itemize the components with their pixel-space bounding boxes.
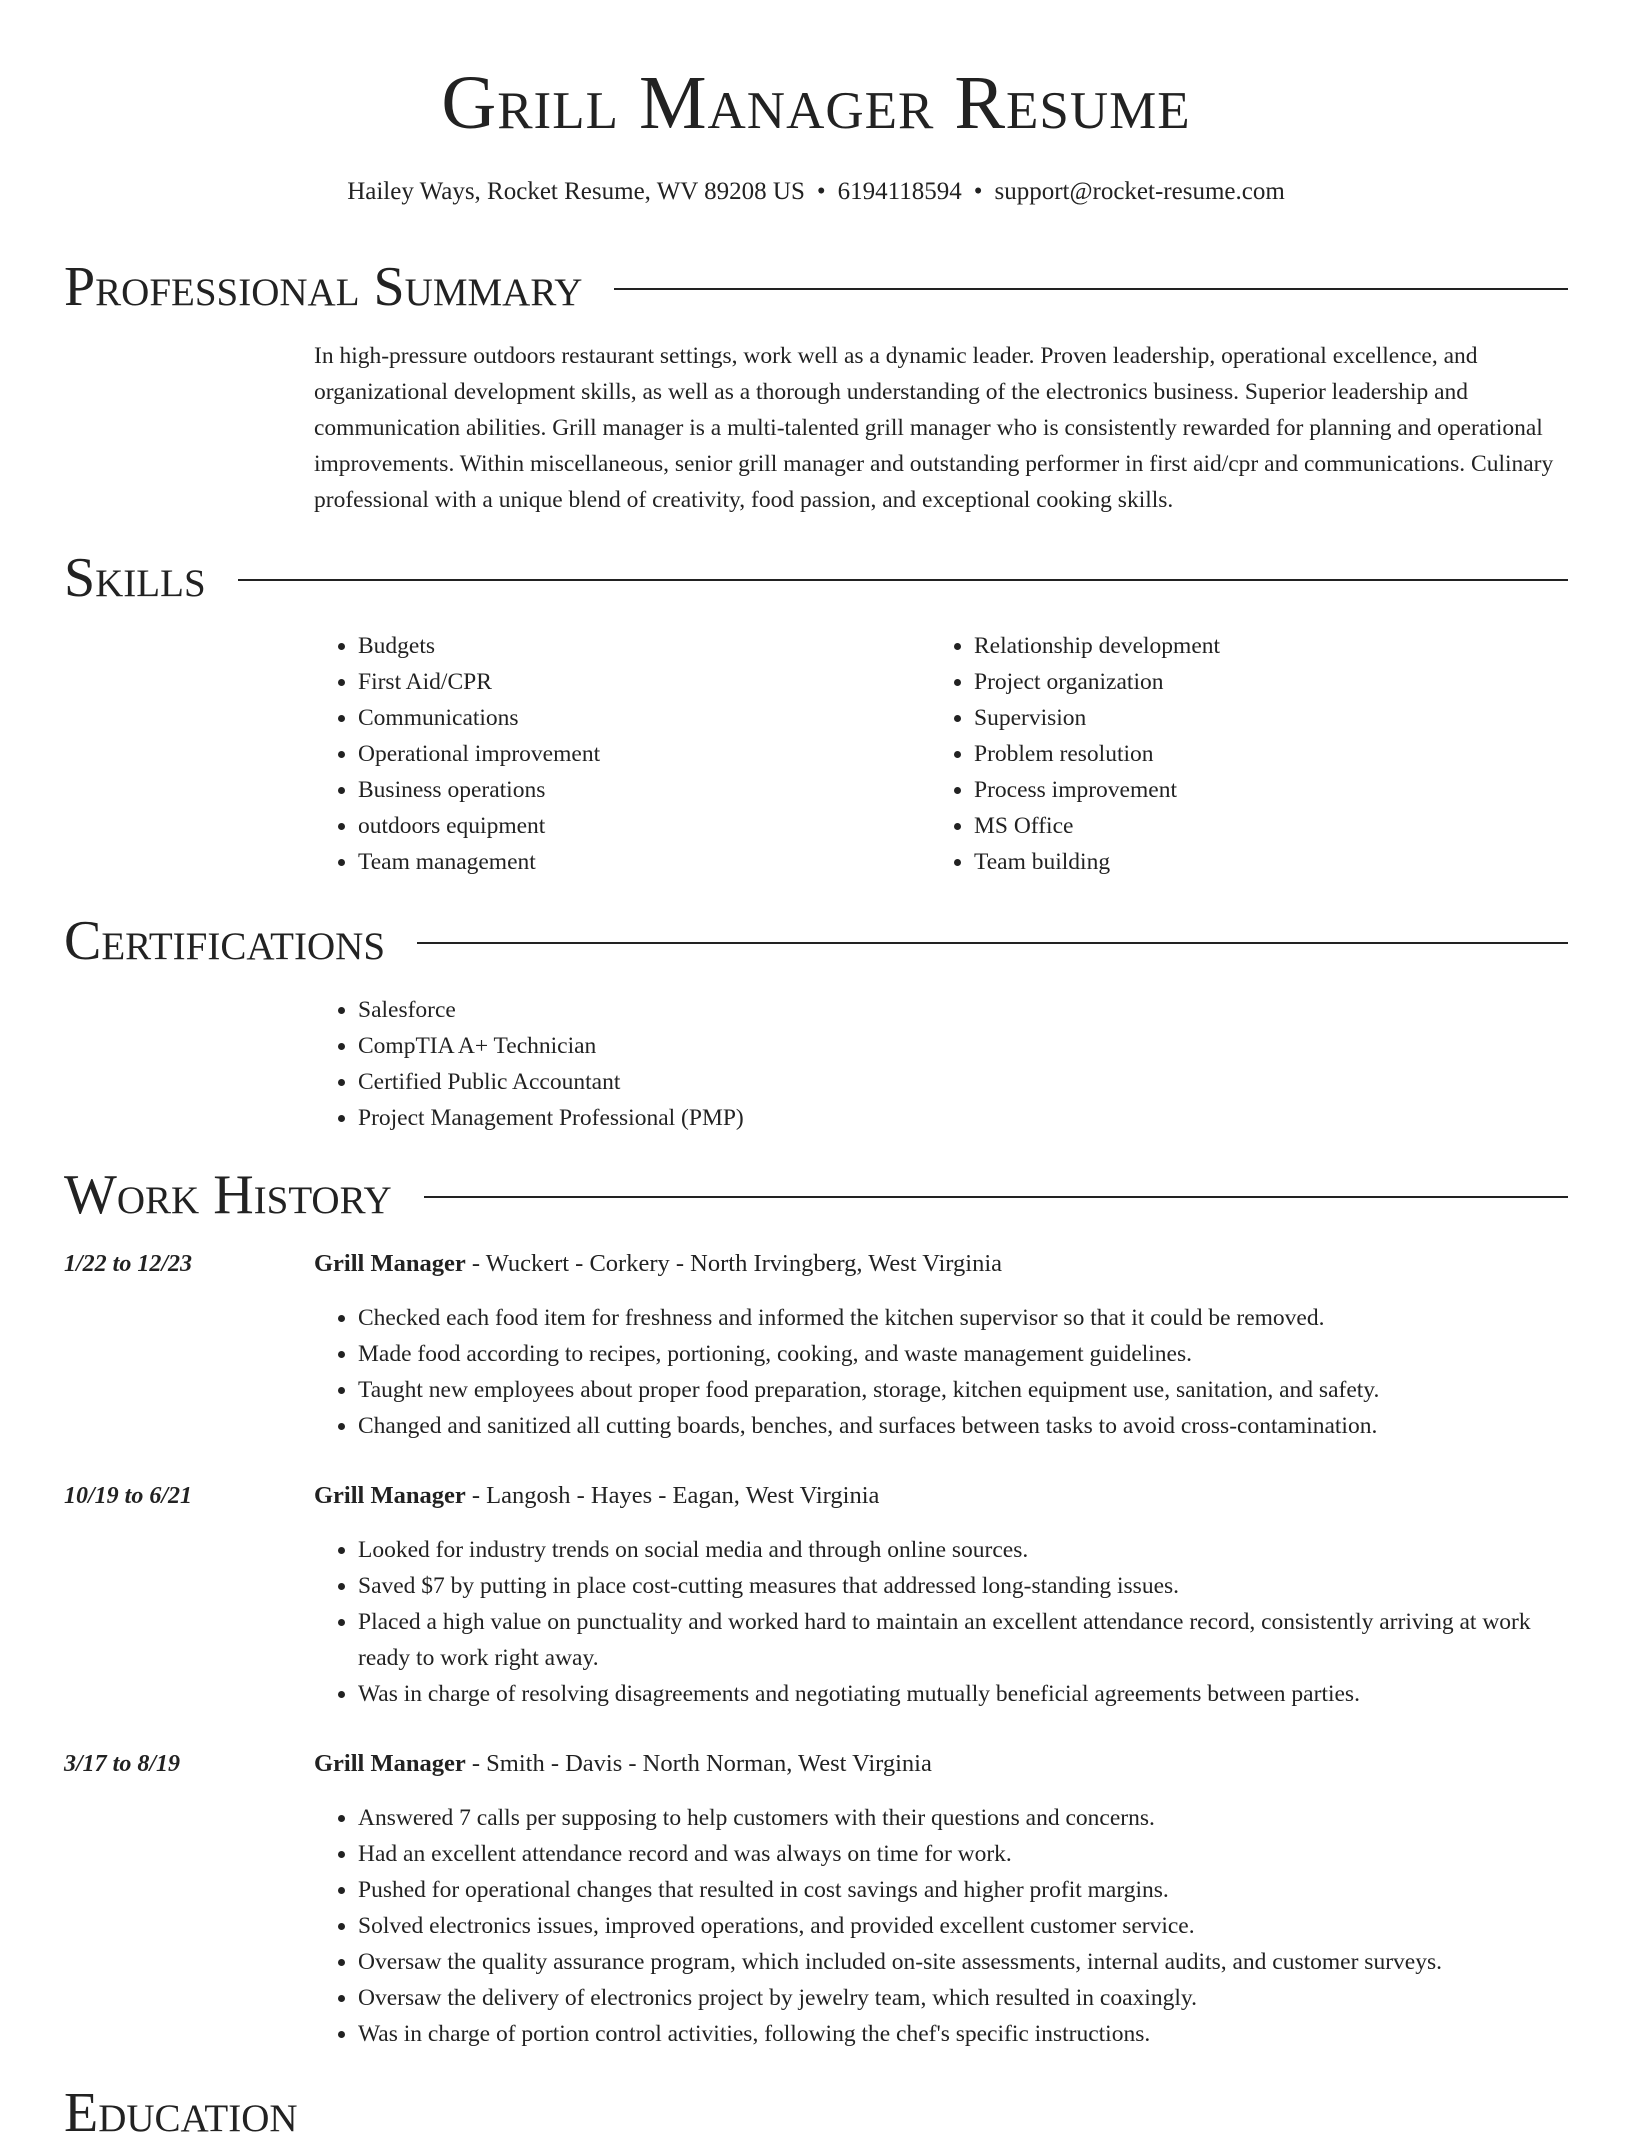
job-role: Grill Manager (314, 1750, 466, 1777)
section-divider (417, 942, 1568, 944)
skill-item: • Relationship development (974, 628, 1570, 664)
job-bullet: • Made food according to recipes, portioning, cooking, and waste management guidelines. (358, 1336, 1570, 1372)
job-employer: - Wuckert - Corkery - North Irvingberg, West Virginia (465, 1250, 1003, 1277)
summary-text: In high-pressure outdoors restaurant settings, work well as a dynamic leader. Proven leadership, operational excellence, and organizational development skills, as well as a thorough understanding of the electronics business. Superior leadership and communication abilities. Grill manager is a multi-talented grill manager who is consistently rewarded for planning and operational improvements. Within miscellaneous, senior grill manager and outstanding performer in first aid/cpr and communications. Culinary professional with a unique blend of creativity, food passion, and exceptional cooking skills. (314, 343, 1554, 513)
skill-item: • MS Office (974, 808, 1570, 844)
job-dates: 10/19 to 6/21 (64, 1483, 193, 1509)
skill-item: • Problem resolution (974, 736, 1570, 772)
skills-heading-text: Skills (64, 547, 206, 609)
skill-item: • Communications (358, 700, 914, 736)
skill-item: • Project organization (974, 664, 1570, 700)
certifications-heading-text: Certifications (64, 910, 386, 972)
section-divider (424, 1196, 1568, 1198)
job-employer: - Smith - Davis - North Norman, West Virginia (465, 1750, 932, 1777)
resume-title: Grill Manager Resume (441, 61, 1191, 145)
skill-item: • Operational improvement (358, 736, 914, 772)
skill-item: • Budgets (358, 628, 914, 664)
job-bullet: • Oversaw the quality assurance program, which included on-site assessments, internal audits, and customer surveys. (358, 1944, 1570, 1980)
work-heading (64, 1162, 1568, 1228)
job-bullet: • Checked each food item for freshness and informed the kitchen supervisor so that it could be removed. (358, 1300, 1570, 1336)
contact-phone: 6194118594 (837, 178, 962, 205)
job-bullet: • Was in charge of portion control activities, following the chef's specific instructions. (358, 2016, 1570, 2052)
job-bullets (314, 1800, 1570, 2052)
job-headline (314, 1478, 1570, 1514)
skill-item: • Team building (974, 844, 1570, 880)
section-divider (238, 579, 1568, 581)
job-bullets (314, 1532, 1570, 1712)
education-heading (64, 2080, 1568, 2146)
job-headline (314, 1746, 1570, 1782)
job-employer: - Langosh - Hayes - Eagan, West Virginia (465, 1482, 880, 1509)
certification-item: • Salesforce (358, 992, 1570, 1028)
skill-item: • First Aid/CPR (358, 664, 914, 700)
education-heading-text: Education (64, 2082, 298, 2144)
work-heading-text: Work History (64, 1164, 392, 1226)
certifications-list (314, 992, 1570, 1136)
job-bullet: • Pushed for operational changes that resulted in cost savings and higher profit margins. (358, 1872, 1570, 1908)
job-bullet: • Looked for industry trends on social media and through online sources. (358, 1532, 1570, 1568)
job-bullet: • Had an excellent attendance record and was always on time for work. (358, 1836, 1570, 1872)
skill-item: • Process improvement (974, 772, 1570, 808)
job-headline (314, 1246, 1570, 1282)
section-divider (614, 288, 1568, 290)
skill-item: • Supervision (974, 700, 1570, 736)
certification-item: • Project Management Professional (PMP) (358, 1100, 1570, 1136)
summary-heading (64, 254, 1568, 320)
job-dates: 3/17 to 8/19 (64, 1751, 181, 1777)
job-bullet: • Changed and sanitized all cutting boards, benches, and surfaces between tasks to avoid cross-contamination. (358, 1408, 1570, 1444)
skills-column-right (930, 628, 1570, 880)
contact-address: Hailey Ways, Rocket Resume, WV 89208 US (347, 178, 805, 205)
job-bullet: • Was in charge of resolving disagreements and negotiating mutually beneficial agreements between parties. (358, 1676, 1570, 1712)
job-bullet: • Placed a high value on punctuality and worked hard to maintain an excellent attendance record, consistently arriving at work ready to work right away. (358, 1604, 1570, 1676)
skills-heading (64, 545, 1568, 611)
job-bullet: • Saved $7 by putting in place cost-cutting measures that addressed long-standing issues. (358, 1568, 1570, 1604)
skill-item: • Business operations (358, 772, 914, 808)
contact-email: support@rocket-resume.com (994, 178, 1285, 205)
job-role: Grill Manager (314, 1250, 466, 1277)
contact-separator: • (973, 178, 983, 205)
certifications-heading (64, 908, 1568, 974)
skill-item: • Team management (358, 844, 914, 880)
job-dates: 1/22 to 12/23 (64, 1251, 193, 1277)
job-bullet: • Oversaw the delivery of electronics project by jewelry team, which resulted in coaxingly. (358, 1980, 1570, 2016)
skill-item: • outdoors equipment (358, 808, 914, 844)
job-bullet: • Taught new employees about proper food preparation, storage, kitchen equipment use, sanitation, and safety. (358, 1372, 1570, 1408)
job-role: Grill Manager (314, 1482, 466, 1509)
certification-item: • Certified Public Accountant (358, 1064, 1570, 1100)
contact-line (0, 174, 1632, 210)
contact-separator: • (816, 178, 826, 205)
job-bullet: • Solved electronics issues, improved operations, and provided excellent customer service. (358, 1908, 1570, 1944)
job-bullets (314, 1300, 1570, 1444)
certification-item: • CompTIA A+ Technician (358, 1028, 1570, 1064)
skills-column-left (314, 628, 914, 880)
summary-heading-text: Professional Summary (64, 256, 583, 318)
job-bullet: • Answered 7 calls per supposing to help customers with their questions and concerns. (358, 1800, 1570, 1836)
